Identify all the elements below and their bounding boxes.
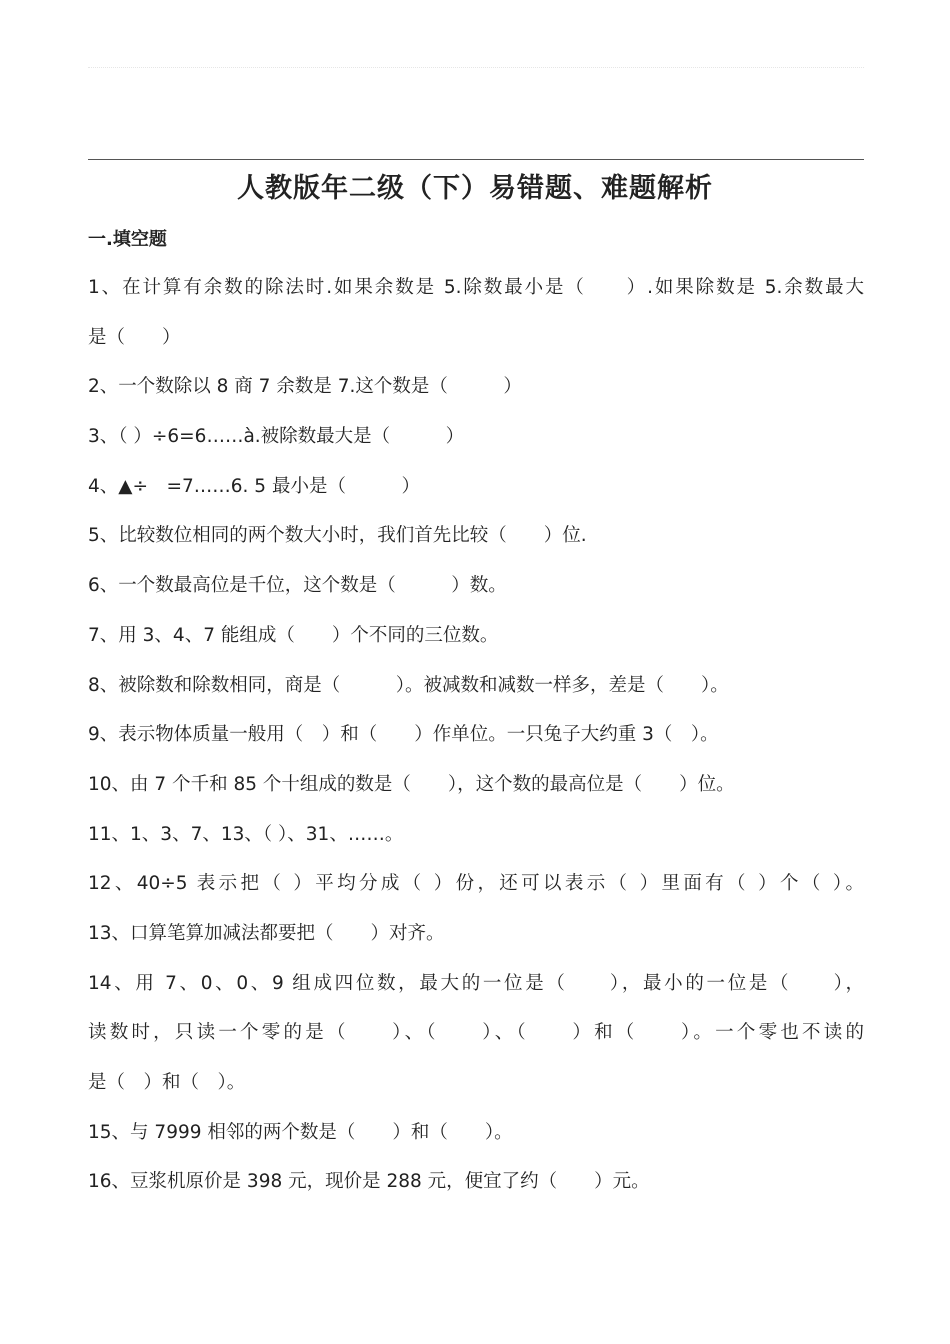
question-line: 15、与 7999 相邻的两个数是（ ）和（ ）。 (88, 1121, 513, 1143)
question-line: 是（ ）和（ ）。 (88, 1072, 246, 1093)
question-line: 13、口算笔算加减法都要把（ ）对齐。 (88, 922, 445, 944)
header-rule (88, 159, 864, 160)
section-heading: 一.填空题 (88, 229, 167, 250)
question-line: 读数时，只读一个零的是（ ）、（ ）、（ ）和（ ）。一个零也不读的 (88, 1022, 864, 1044)
question-line: 9、表示物体质量一般用（ ）和（ ）作单位。一只兔子大约重 3（ ）。 (88, 724, 719, 746)
question-line: 7、用 3、4、7 能组成（ ）个不同的三位数。 (88, 624, 499, 646)
question-line: 12、40÷5 表示把（ ）平均分成（ ）份，还可以表示（ ）里面有（ ）个（ ）。 (88, 873, 864, 895)
question-line: 1、在计算有余数的除法时.如果余数是 5.除数最小是（ ）.如果除数是 5.余数最大 (88, 277, 864, 298)
question-line: 8、被除数和除数相同，商是（ ）。被减数和减数一样多，差是（ ）。 (88, 674, 729, 696)
header-dotted-rule (88, 67, 864, 68)
question-line: 10、由 7 个千和 85 个十组成的数是（ ），这个数的最高位是（ ）位。 (88, 773, 735, 795)
question-list (88, 263, 864, 1207)
question-line: 2、一个数除以 8 商 7 余数是 7.这个数是（ ） (88, 376, 522, 398)
question-line: 5、比较数位相同的两个数大小时，我们首先比较（ ）位. (88, 525, 587, 547)
question-line: 11、1、3、7、13、（ ）、31、……。 (88, 823, 404, 845)
question-line: 6、一个数最高位是千位，这个数是（ ）数。 (88, 575, 507, 597)
question-line: 16、豆浆机原价是 398 元，现价是 288 元，便宜了约（ ）元。 (88, 1171, 650, 1193)
question-line: 14、用 7、0、0、9 组成四位数，最大的一位是（ ），最小的一位是（ ）， (88, 972, 864, 994)
question-line: 3、（ ）÷6=6……à.被除数最大是（ ） (88, 426, 465, 448)
page-title: 人教版年二级（下）易错题、难题解析 (237, 173, 713, 204)
question-line: 4、▲÷ =7……6. 5 最小是（ ） (88, 475, 420, 497)
question-line: 是（ ） (88, 326, 181, 348)
